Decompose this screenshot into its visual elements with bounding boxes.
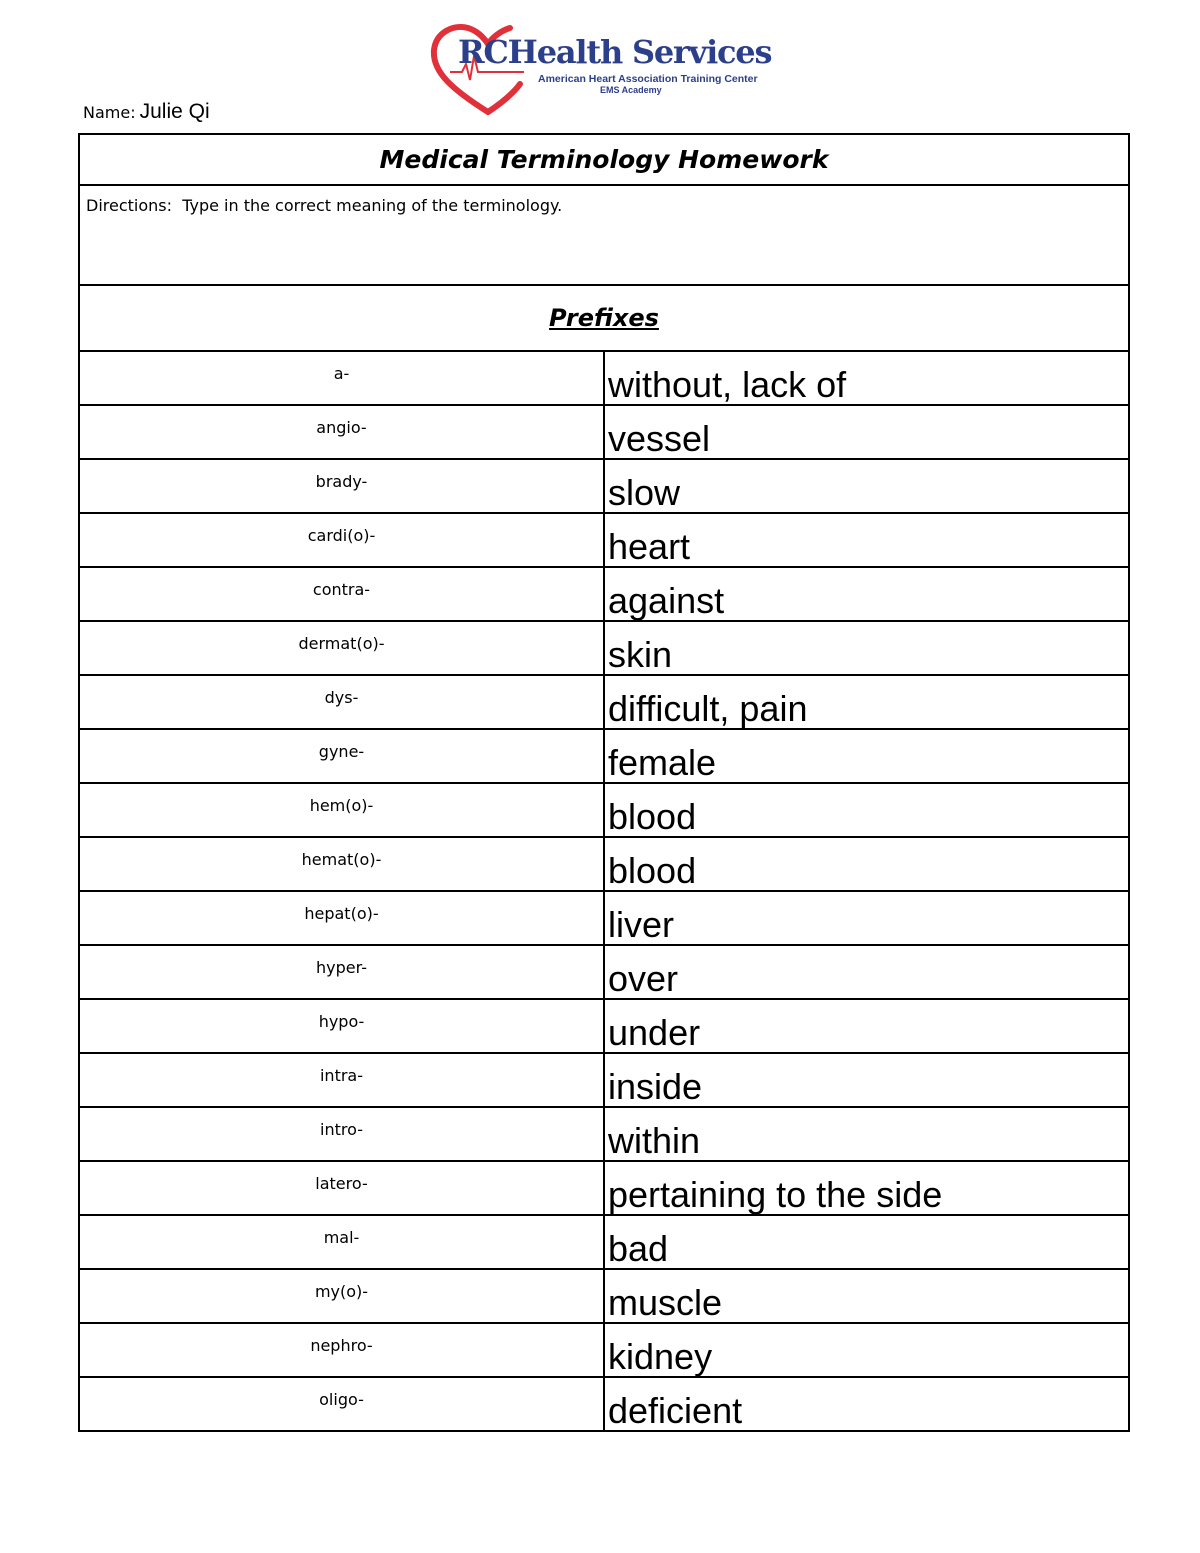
term-cell: dermat(o)-: [79, 621, 604, 675]
term-cell: dys-: [79, 675, 604, 729]
worksheet-table: [78, 133, 1130, 1432]
table-row: [79, 513, 1129, 567]
directions-label: Directions:: [86, 196, 173, 215]
meaning-cell[interactable]: kidney: [604, 1323, 1129, 1377]
term-cell: contra-: [79, 567, 604, 621]
meaning-cell[interactable]: inside: [604, 1053, 1129, 1107]
table-row: [79, 405, 1129, 459]
meaning-cell[interactable]: liver: [604, 891, 1129, 945]
term-cell: hem(o)-: [79, 783, 604, 837]
meaning-cell[interactable]: muscle: [604, 1269, 1129, 1323]
table-row: [79, 459, 1129, 513]
title-row: [79, 134, 1129, 185]
section-heading: Prefixes: [79, 285, 1129, 351]
rc-health-services-logo: [428, 20, 773, 120]
meaning-cell[interactable]: within: [604, 1107, 1129, 1161]
student-name: [83, 100, 210, 124]
section-row: [79, 285, 1129, 351]
table-row: [79, 783, 1129, 837]
term-cell: oligo-: [79, 1377, 604, 1431]
logo-title: [458, 33, 772, 71]
meaning-cell[interactable]: heart: [604, 513, 1129, 567]
directions: [79, 185, 1129, 285]
term-cell: hyper-: [79, 945, 604, 999]
logo-rc-text: RC: [458, 33, 508, 71]
term-cell: hypo-: [79, 999, 604, 1053]
term-cell: latero-: [79, 1161, 604, 1215]
table-row: [79, 1107, 1129, 1161]
meaning-cell[interactable]: deficient: [604, 1377, 1129, 1431]
worksheet-title: Medical Terminology Homework: [79, 134, 1129, 185]
table-row: [79, 567, 1129, 621]
term-cell: mal-: [79, 1215, 604, 1269]
directions-row: [79, 185, 1129, 285]
meaning-cell[interactable]: without, lack of: [604, 351, 1129, 405]
meaning-cell[interactable]: female: [604, 729, 1129, 783]
table-row: [79, 945, 1129, 999]
table-row: [79, 1053, 1129, 1107]
meaning-cell[interactable]: blood: [604, 837, 1129, 891]
table-row: [79, 1269, 1129, 1323]
name-value[interactable]: Julie Qi: [139, 100, 210, 123]
table-row: [79, 675, 1129, 729]
logo-subtitle-2: EMS Academy: [600, 85, 662, 95]
meaning-cell[interactable]: against: [604, 567, 1129, 621]
term-cell: a-: [79, 351, 604, 405]
meaning-cell[interactable]: blood: [604, 783, 1129, 837]
term-cell: my(o)-: [79, 1269, 604, 1323]
term-cell: intra-: [79, 1053, 604, 1107]
meaning-cell[interactable]: difficult, pain: [604, 675, 1129, 729]
term-cell: nephro-: [79, 1323, 604, 1377]
term-cell: brady-: [79, 459, 604, 513]
directions-text: Type in the correct meaning of the terminology.: [182, 196, 563, 215]
name-label: Name:: [83, 103, 136, 122]
term-cell: hepat(o)-: [79, 891, 604, 945]
term-cell: intro-: [79, 1107, 604, 1161]
table-row: [79, 837, 1129, 891]
table-row: [79, 351, 1129, 405]
meaning-cell[interactable]: over: [604, 945, 1129, 999]
meaning-cell[interactable]: pertaining to the side: [604, 1161, 1129, 1215]
table-row: [79, 1377, 1129, 1431]
meaning-cell[interactable]: skin: [604, 621, 1129, 675]
meaning-cell[interactable]: vessel: [604, 405, 1129, 459]
table-row: [79, 891, 1129, 945]
table-row: [79, 729, 1129, 783]
table-row: [79, 1323, 1129, 1377]
logo-health-services-text: Health Services: [507, 33, 772, 71]
meaning-cell[interactable]: slow: [604, 459, 1129, 513]
table-row: [79, 1215, 1129, 1269]
meaning-cell[interactable]: under: [604, 999, 1129, 1053]
table-row: [79, 621, 1129, 675]
term-cell: gyne-: [79, 729, 604, 783]
term-cell: cardi(o)-: [79, 513, 604, 567]
term-cell: angio-: [79, 405, 604, 459]
term-cell: hemat(o)-: [79, 837, 604, 891]
meaning-cell[interactable]: bad: [604, 1215, 1129, 1269]
table-row: [79, 1161, 1129, 1215]
table-row: [79, 999, 1129, 1053]
logo-subtitle: American Heart Association Training Center: [538, 73, 758, 85]
